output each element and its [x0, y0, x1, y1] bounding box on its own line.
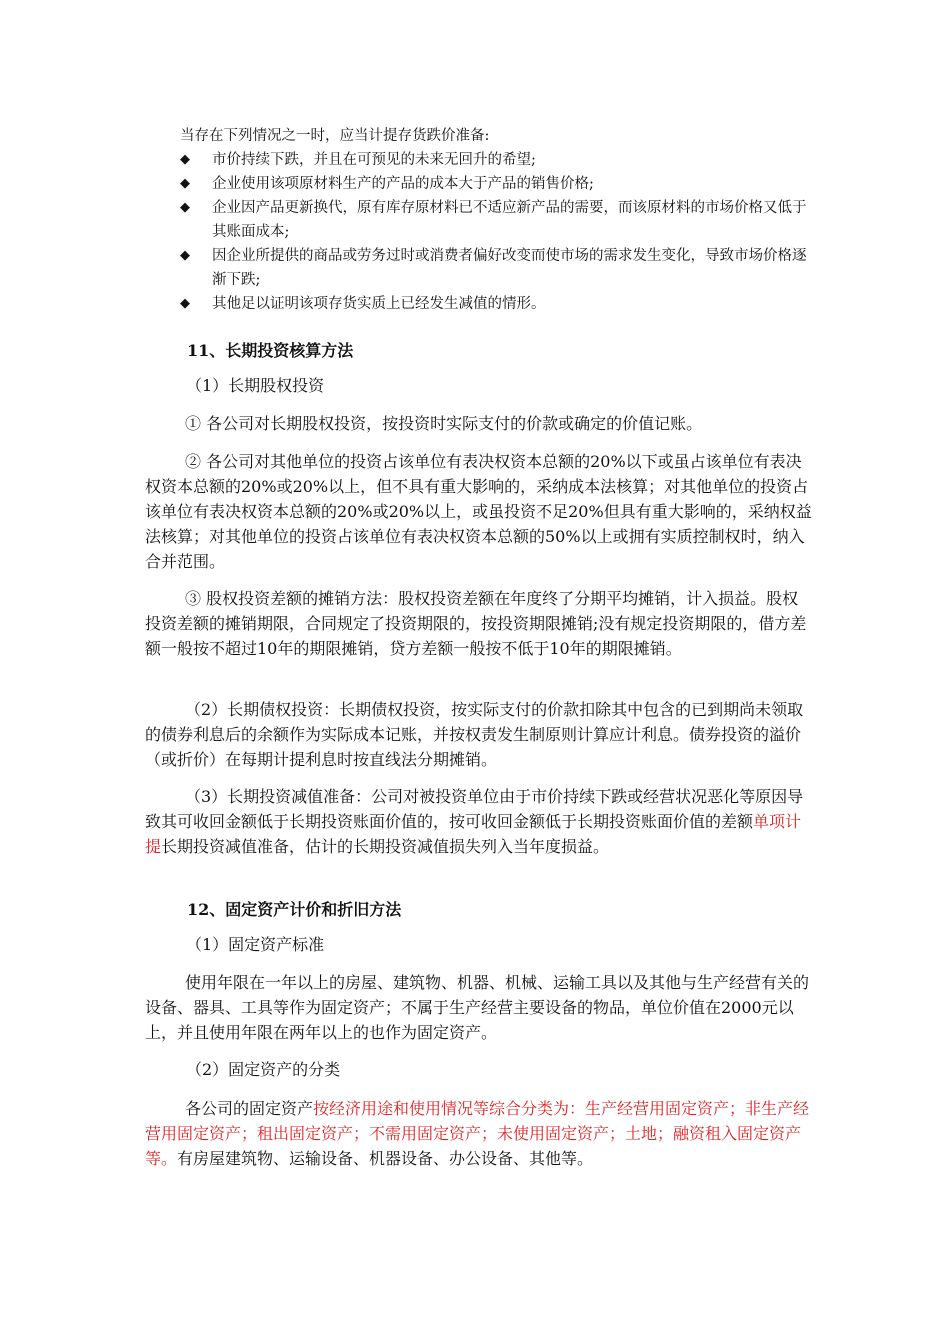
highlighted-text: 单项计提 [145, 812, 802, 856]
paragraph-fixed-asset-standard: 使用年限在一年以上的房屋、建筑物、机器、机械、运输工具以及其他与生产经营有关的设备、器具、工具等作为固定资产；不属于生产经营主要设备的物品，单位价值在2000元以上，并且使用年限在两年以上的也作为固定资产。 [145, 973, 810, 1042]
diamond-bullet-icon: ◆ [180, 152, 190, 167]
list-item: ◆ 企业使用该项原材料生产的产品的成本大于产品的销售价格; [180, 172, 820, 196]
section-12-subheading-standard: （1）固定资产标准 [186, 935, 325, 954]
diamond-bullet-icon: ◆ [180, 248, 190, 263]
paragraph-equity-accounting-method: ② 各公司对其他单位的投资占该单位有表决权资本总额的20%以下或虽占该单位有表决权资本总额的20%或20%以上，但不具有重大影响的，采纳成本法核算；对其他单位的投资占该单位有表决权资本总额的20%或20%以上，或虽投资不足20%但具有重大影响的，采纳权益法核算；对其他单位的投资占该单位有表决权资本总额的50%以上或拥有实质控制权时，纳入合并范围。 [145, 452, 812, 571]
diamond-bullet-icon: ◆ [180, 200, 190, 215]
list-item: ◆ 市价持续下跌，并且在可预见的未来无回升的希望; [180, 148, 820, 172]
paragraph-fixed-asset-classification: 各公司的固定资产按经济用途和使用情况等综合分类为：生产经营用固定资产；非生产经营用固定资产；租出固定资产；不需用固定资产；未使用固定资产；土地；融资租入固定资产等。有房屋建筑物、运输设备、机器设备、办公设备、其他等。 [145, 1099, 810, 1168]
list-item: ◆ 其他足以证明该项存货实质上已经发生减值的情形。 [180, 292, 820, 316]
list-item: ◆ 企业因产品更新换代，原有库存原材料已不适应新产品的需要，而该原材料的市场价格又低于其账面成本; [180, 196, 820, 244]
section-11-subheading-equity: （1）长期股权投资 [186, 376, 325, 395]
section-12-heading: 12、固定资产计价和折旧方法 [187, 900, 402, 919]
paragraph-equity-recording: ① 各公司对长期股权投资，按投资时实际支付的价款或确定的价值记账。 [185, 414, 703, 433]
section-12-subheading-classification: （2）固定资产的分类 [186, 1060, 341, 1079]
paragraph-investment-impairment: （3）长期投资减值准备：公司对被投资单位由于市价持续下跌或经营状况恶化等原因导致其可收回金额低于长期投资账面价值的，按可收回金额低于长期投资账面价值的差额单项计提长期投资减值准备，估计的长期投资减值损失列入当年度损益。 [145, 787, 804, 856]
paragraph-debt-investment: （2）长期债权投资：长期债权投资，按实际支付的价款扣除其中包含的已到期尚未领取的债券利息后的余额作为实际成本记账，并按权责发生制原则计算应计利息。债券投资的溢价（或折价）在每期计提利息时按直线法分期摊销。 [145, 700, 804, 769]
inventory-intro: 当存在下列情况之一时，应当计提存货跌价准备: [180, 128, 490, 144]
paragraph-equity-difference-amortization: ③ 股权投资差额的摊销方法：股权投资差额在年度终了分期平均摊销，计入损益。股权投资差额的摊销期限，合同规定了投资期限的，按投资期限摊销;没有规定投资期限的，借方差额一般按不超过10年的期限摊销，贷方差额一般按不低于10年的期限摊销。 [145, 589, 807, 658]
diamond-bullet-icon: ◆ [180, 176, 190, 191]
list-item: ◆ 因企业所提供的商品或劳务过时或消费者偏好改变而使市场的需求发生变化，导致市场价格逐渐下跌; [180, 244, 820, 292]
highlighted-text: 按经济用途和使用情况等综合分类为：生产经营用固定资产；非生产经营用固定资产；租出固定资产；不需用固定资产；未使用固定资产；土地；融资租入固定资产等。 [145, 1099, 810, 1168]
section-11-heading: 11、长期投资核算方法 [187, 341, 354, 360]
diamond-bullet-icon: ◆ [180, 296, 190, 311]
inventory-bullet-list [180, 148, 820, 316]
